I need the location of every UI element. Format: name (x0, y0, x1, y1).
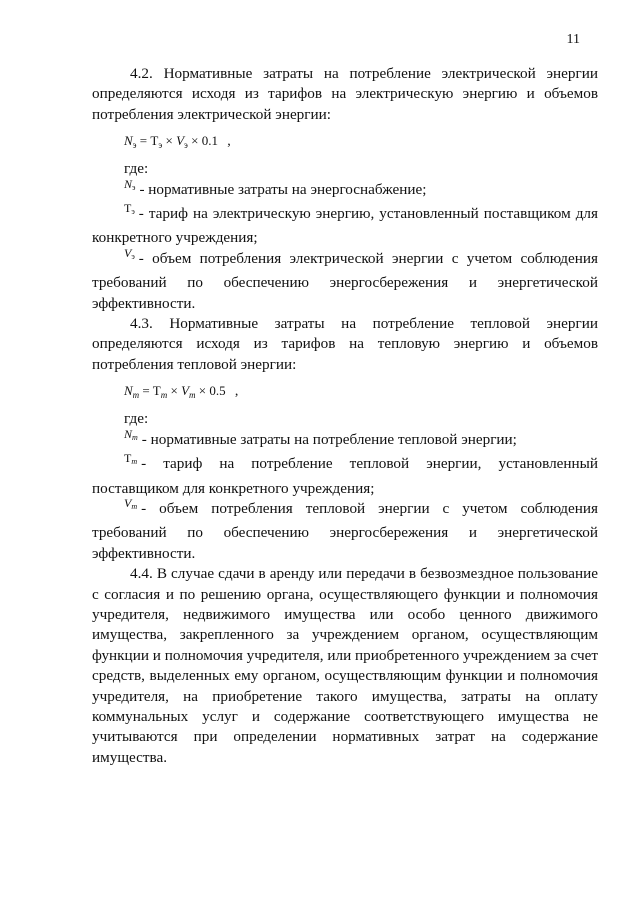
definition-item: $^{N_m}$ - нормативные затраты на потребление тепловой энергии; (124, 426, 517, 448)
document-body (92, 64, 598, 768)
where-label: где: (124, 410, 149, 428)
where-label: где: (124, 160, 149, 178)
section-4-4-text: 4.4. В случае сдачи в аренду или передачи в безвозмездное пользование с согласия и по решению органа, осуществляющего функции и полномочия учредителя, недвижимого имущества или особо ценного движимого имущества, закрепленного за учреждением органом, осуществляющим функции и полномочия учредителя, или приобретенного учреждением за счет средств, выделенных ему органом, осуществляющим функции и полномочия учредителя, на приобретение такого имущества, затраты на оплату коммунальных услуг и содержание соответствующего имущества не учитываются при определении нормативных затрат на содержание имущества. (92, 565, 598, 766)
formula-electric: $N_э = T_э \times V_э \times 0.1$ , (124, 133, 231, 151)
formula-heat: $N_m = T_m \times V_m \times 0.5$ , (124, 383, 239, 401)
definition-item: $^{V_э}$ - объем потребления электрической энергии с учетом соблюдения требований по обеспечению энергосбережения и энергетической эффективности. (92, 245, 598, 312)
definition-item: $^{V_m}$ - объем потребления тепловой энергии с учетом соблюдения требований по обеспечению энергосбережения и энергетической эффективности. (92, 495, 598, 562)
section-4-2-intro: 4.2. Нормативные затраты на потребление электрической энергии определяются исходя из тарифов на электрическую энергию и объемов потребления электрической энергии: (92, 65, 598, 123)
page-number: 11 (566, 32, 580, 47)
definition-item: $^{T_m}$ - тариф на потребление тепловой энергии, установленный поставщиком для конкретного учреждения; (92, 451, 598, 497)
definition-item: $^{N_э}$ - нормативные затраты на энергоснабжение; (124, 176, 427, 198)
section-4-3-intro: 4.3. Нормативные затраты на потребление тепловой энергии определяются исходя из тарифов на тепловую энергию и объемов потребления тепловой энергии: (92, 315, 598, 373)
definition-item: $^{T_э}$ - тариф на электрическую энергию, установленный поставщиком для конкретного учреждения; (92, 201, 598, 247)
